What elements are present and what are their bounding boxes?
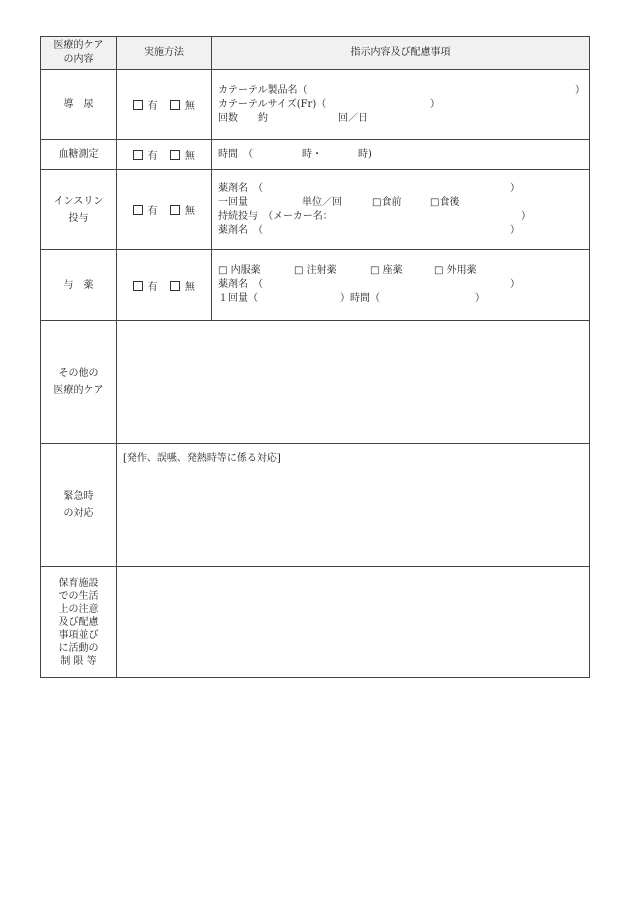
no-checkbox[interactable]	[170, 281, 180, 291]
label-daily-life-line7: 制 限 等	[60, 655, 97, 667]
medication-time-close: ）	[475, 293, 485, 304]
yes-label: 有	[147, 101, 159, 112]
insulin-drug2-close: ）	[510, 224, 520, 236]
label-daily-life-line6: に活動の	[58, 642, 99, 654]
catheter-product-line	[218, 84, 589, 98]
emergency-note: [発作、誤嚥、発熱時等に係る対応]	[123, 453, 281, 464]
label-emergency-line2: の対応	[63, 508, 94, 519]
yes-checkbox[interactable]	[133, 100, 143, 110]
yes-label: 有	[147, 281, 159, 293]
no-label: 無	[184, 206, 196, 217]
row-medication	[41, 250, 590, 321]
insulin-drug-close: ）	[510, 182, 520, 194]
emergency-field[interactable]	[117, 444, 590, 567]
table-header-row	[41, 37, 590, 70]
row-other-care	[41, 321, 590, 444]
medication-time-label: ）時間（	[340, 293, 380, 304]
label-blood-glucose: 血糖測定	[41, 140, 117, 170]
label-other-care	[41, 321, 117, 444]
insulin-dose-line	[218, 196, 589, 210]
row-catheterization	[41, 70, 590, 140]
label-daily-life-line3: 上の注意	[58, 603, 99, 615]
detail-catheterization	[212, 70, 590, 140]
injection-option[interactable]: □ 注射薬	[294, 265, 337, 276]
catheter-frequency-label: 回数 約	[218, 112, 268, 124]
detail-medication	[212, 250, 590, 321]
method-insulin	[117, 170, 212, 250]
label-daily-life-line2: での生活	[58, 590, 99, 602]
insulin-drug-label: 薬剤名 （	[218, 182, 263, 194]
insulin-dose-unit: 単位／回	[302, 196, 342, 208]
insulin-drug2-label: 薬剤名 （	[218, 224, 263, 236]
label-insulin-line2: 投与	[68, 212, 89, 224]
label-daily-life-line1: 保育施設	[58, 577, 99, 589]
other-care-field[interactable]	[117, 321, 590, 444]
medication-drug-close: ）	[510, 279, 520, 290]
suppository-option[interactable]: □ 座薬	[370, 265, 403, 276]
insulin-continuous-label: 持続投与 （メーカー名：	[218, 210, 333, 222]
row-insulin	[41, 170, 590, 250]
detail-blood-glucose	[212, 140, 590, 170]
method-catheterization	[117, 70, 212, 140]
insulin-continuous-close: ）	[521, 210, 531, 222]
label-insulin	[41, 170, 117, 250]
insulin-before-meal[interactable]: □食前	[372, 196, 402, 208]
insulin-after-meal[interactable]: □食後	[430, 196, 460, 208]
catheter-size-close: ）	[430, 98, 440, 110]
daily-life-field[interactable]	[117, 567, 590, 678]
glucose-time-hour: 時・	[302, 148, 322, 160]
yes-checkbox[interactable]	[133, 150, 143, 160]
oral-medicine-option[interactable]: □ 内服薬	[218, 265, 261, 276]
medication-dose-line	[218, 292, 589, 306]
method-blood-glucose	[117, 140, 212, 170]
no-label: 無	[184, 101, 196, 112]
medication-type-line	[218, 264, 589, 278]
no-option[interactable]	[170, 206, 196, 217]
detail-insulin	[212, 170, 590, 250]
external-medicine-option[interactable]: □ 外用薬	[434, 265, 477, 276]
no-checkbox[interactable]	[170, 100, 180, 110]
yes-option[interactable]	[133, 282, 159, 293]
no-checkbox[interactable]	[170, 150, 180, 160]
yes-option[interactable]	[133, 206, 159, 217]
yes-label: 有	[147, 151, 159, 162]
method-medication	[117, 250, 212, 321]
label-medication: 与 薬	[41, 250, 117, 321]
glucose-time-close: 時)	[358, 148, 372, 160]
yes-checkbox[interactable]	[133, 281, 143, 291]
insulin-continuous-line	[218, 210, 589, 224]
catheter-product-close: ）	[575, 84, 585, 96]
label-other-care-line1: その他の	[58, 368, 99, 379]
label-emergency-line1: 緊急時	[63, 491, 94, 502]
header-care-content-line2: の内容	[63, 54, 94, 65]
label-insulin-line1: インスリン	[53, 195, 104, 207]
yes-option[interactable]	[133, 101, 159, 112]
no-option[interactable]	[170, 151, 196, 162]
label-emergency	[41, 444, 117, 567]
no-label: 無	[184, 281, 196, 293]
header-instructions: 指示内容及び配慮事項	[212, 37, 590, 70]
medication-drug-line	[218, 278, 589, 292]
row-emergency	[41, 444, 590, 567]
medical-care-instruction-table	[40, 36, 590, 678]
catheter-frequency-line	[218, 112, 589, 126]
row-blood-glucose	[41, 140, 590, 170]
catheter-frequency-unit: 回／日	[338, 112, 368, 124]
row-daily-life	[41, 567, 590, 678]
label-daily-life	[41, 567, 117, 678]
no-option[interactable]	[170, 101, 196, 112]
catheter-size-label: カテーテルサイズ(Fr)（	[218, 98, 327, 110]
no-label: 無	[184, 151, 196, 162]
label-daily-life-line4: 及び配慮	[58, 616, 99, 628]
insulin-drug2-line	[218, 224, 589, 238]
insulin-dose-label: 一回量	[218, 196, 248, 208]
catheter-product-label: カテーテル製品名（	[218, 84, 308, 96]
yes-checkbox[interactable]	[133, 205, 143, 215]
glucose-time-label: 時間 （	[218, 148, 253, 160]
insulin-drug-line	[218, 182, 589, 196]
catheter-size-line	[218, 98, 589, 112]
medication-drug-label: 薬剤名 （	[218, 279, 263, 290]
label-other-care-line2: 医療的ケア	[53, 385, 104, 396]
medication-dose-label: １回量（	[218, 293, 258, 304]
yes-label: 有	[147, 206, 159, 217]
label-catheterization: 導 尿	[41, 70, 117, 140]
yes-option[interactable]	[133, 151, 159, 162]
label-daily-life-line5: 事項並び	[58, 629, 99, 641]
glucose-time-line	[218, 148, 589, 162]
no-option[interactable]	[170, 282, 196, 293]
no-checkbox[interactable]	[170, 205, 180, 215]
header-method: 実施方法	[117, 37, 212, 70]
header-care-content	[41, 37, 117, 70]
header-care-content-line1: 医療的ケア	[53, 40, 104, 51]
